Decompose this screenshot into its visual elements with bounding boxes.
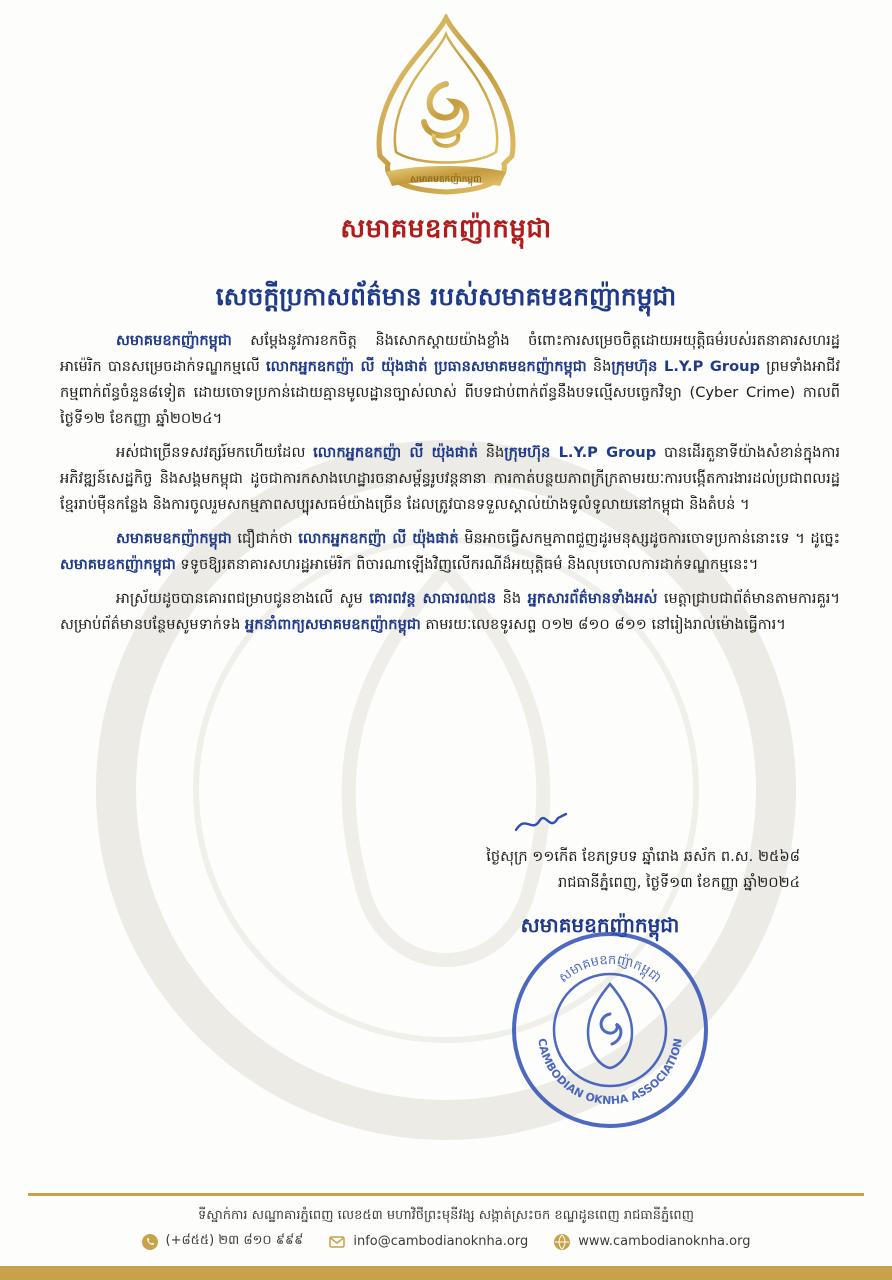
logo-text: សមាគមឧកញ៉ាកម្ពុជា — [410, 175, 482, 185]
contact-phone — [142, 1232, 304, 1251]
bold-text: សមាគមឧកញ៉ាកម្ពុជា — [60, 556, 176, 573]
date-line: រាជធានីភ្នំពេញ, ថ្ងៃទី១៣ ខែកញ្ញា ឆ្នាំ២០២៤ — [557, 874, 800, 891]
email-icon — [329, 1234, 345, 1250]
text: មេត្តាជ្រាបជាព័ត៌មានតាមការគួរ។ សម្រាប់ព័ត៌មានបន្ថែមសូមទាក់ទង — [60, 590, 840, 633]
signature-org: សមាគមឧកញ៉ាកម្ពុជា — [520, 913, 680, 937]
bold-text: សមាគមឧកញ៉ាកម្ពុជា — [116, 530, 232, 547]
text: មិនអាចធ្វើសកម្មភាពជួញដូរមនុស្សដូចការចោទប្រកាន់នោះទេ ។ ដូច្នេះ — [458, 530, 841, 547]
bold-text: ក្រុមហ៊ុន L.Y.P Group — [504, 444, 657, 461]
bold-text: សមាគមឧកញ៉ាកម្ពុជា — [116, 332, 232, 349]
text: ជឿជាក់ថា — [231, 530, 299, 547]
org-title: សមាគមឧកញ៉ាកម្ពុជា — [340, 214, 552, 244]
handwritten-initial-icon — [512, 808, 570, 838]
phone-number: (+៨៥៥) ២៣ ៨១០ ៩៩៩ — [165, 1233, 304, 1248]
contact-website — [554, 1232, 750, 1251]
footer-address: ទីស្នាក់ការ សណ្ឋាគារភ្នំពេញ លេខ៥៣ មហាវិថីព្រះមុនីវង្ស សង្កាត់ស្រះចក ខណ្ឌដូនពេញ រាជធានីភ្នំពេញ — [198, 1208, 694, 1223]
bold-text: ក្រុមហ៊ុន L.Y.P Group — [611, 358, 760, 375]
phone-icon — [142, 1234, 158, 1250]
bold-text: អ្នកនាំពាក្យសមាគមឧកញ៉ាកម្ពុជា — [245, 616, 421, 633]
text: និង — [477, 444, 505, 461]
signature-block — [360, 844, 800, 896]
email-address[interactable]: info@cambodianoknha.org — [353, 1234, 529, 1249]
text: តាមរយៈលេខទូរសព្ទ ០១២ ៨១០ ៨១១ នៅរៀងរាល់ម៉ោងធ្វើការ។ — [420, 616, 786, 633]
stamp-text-kh: សមាគមឧកញ៉ាកម្ពុជា — [556, 952, 664, 987]
globe-icon — [554, 1234, 570, 1250]
bold-text: គោរពវន្ត សាធារណជន — [369, 590, 497, 607]
lunar-date: ថ្ងៃសុក្រ ១១កើត ខែភទ្របទ ឆ្នាំរោង ឆស័ក ព.ស. ២៥៦៨ — [486, 848, 800, 865]
text: និង — [586, 358, 612, 375]
blue-seal-stamp-icon — [508, 928, 712, 1132]
bold-text: លោកអ្នកឧកញ៉ា លី យ៉ុងផាត់ — [298, 530, 459, 547]
text: បានដើរតួនាទីយ៉ាងសំខាន់ក្នុងការអភិវឌ្ឍន៍សេដ្ឋកិច្ច និងសង្គមកម្ពុជា ដូចជាការកសាងហេដ្ឋារចនាសម្ព័ន្ធរូបវន្តនានា ការកាត់បន្ថយភាពក្រីក្រតាមរយៈការបង្កើតការងារដល់ប្រជាពលរដ្ឋខ្មែររាប់ម៉ឺនកន្លែង និងការចូលរួមសកម្មភាពសប្បុរសធម៌យ៉ាងច្រើន ដែលត្រូវបានទទួលស្គាល់យ៉ាងទូលំទូលាយនៅកម្ពុជា និងតំបន់ ។ — [60, 444, 840, 513]
text: និង — [496, 590, 528, 607]
text: សម្តែងនូវការខកចិត្ត និងសោកស្តាយយ៉ាងខ្លាំង ចំពោះការសម្រេចចិត្តដោយអយុត្តិធម៌របស់រតនាគារសហរដ្ឋអាម៉េរិក បានសម្រេចដាក់ទណ្ឌកម្មលើ — [60, 332, 840, 375]
website-link[interactable]: www.cambodianoknha.org — [578, 1234, 751, 1249]
paragraph-2 — [60, 440, 840, 518]
paragraph-4 — [60, 586, 840, 638]
bold-text: អ្នកសារព័ត៌មានទាំងអស់ — [527, 590, 658, 607]
footer-bar — [0, 1266, 892, 1280]
footer-contacts — [0, 1232, 892, 1251]
svg-text:សមាគមឧកញ៉ាកម្ពុជា — [556, 951, 664, 986]
text: ទទូចឱ្យរតនាគារសហរដ្ឋអាម៉េរិក ពិចារណាឡើងវិញលើករណីដ៏អយុត្តិធម៌ និងលុបចោលការដាក់ទណ្ឌកម្មនេះ។ — [175, 556, 759, 573]
stamp-text-en: CAMBODIAN OKNHA ASSOCIATION — [535, 1037, 685, 1108]
contact-email — [329, 1232, 528, 1251]
document-body — [60, 328, 840, 646]
text: អស់ជាច្រើនទសវត្សរ៍មកហើយដែល — [116, 444, 314, 461]
footer-divider — [28, 1193, 864, 1196]
gold-crest-logo-icon — [366, 14, 526, 204]
paragraph-3 — [60, 526, 840, 578]
bold-text: លោកអ្នកឧកញ៉ា លី យ៉ុងផាត់ ប្រធានសមាគមឧកញ៉ាកម្ពុជា — [265, 358, 587, 375]
bold-text: លោកអ្នកឧកញ៉ា លី យ៉ុងផាត់ — [313, 444, 478, 461]
text: អាស្រ័យដូចបានគោរពជម្រាបជូនខាងលើ សូម — [116, 590, 370, 607]
document-title: សេចក្តីប្រកាសព័ត៌មាន របស់សមាគមឧកញ៉ាកម្ពុជា — [215, 282, 677, 311]
text: ព្រមទាំងអាជីវកម្មពាក់ព័ន្ធចំនួន៨ទៀត ដោយចោទប្រកាន់ដោយគ្មានមូលដ្ឋានច្បាស់លាស់ ពីបទជាប់ពាក់ព័ន្ធនឹងបទល្មើសបច្ចេកវិទ្យា (Cyber Crime) កាលពីថ្ងៃទី១២ ខែកញ្ញា ឆ្នាំ២០២៤។ — [60, 358, 840, 427]
paragraph-1 — [60, 328, 840, 432]
